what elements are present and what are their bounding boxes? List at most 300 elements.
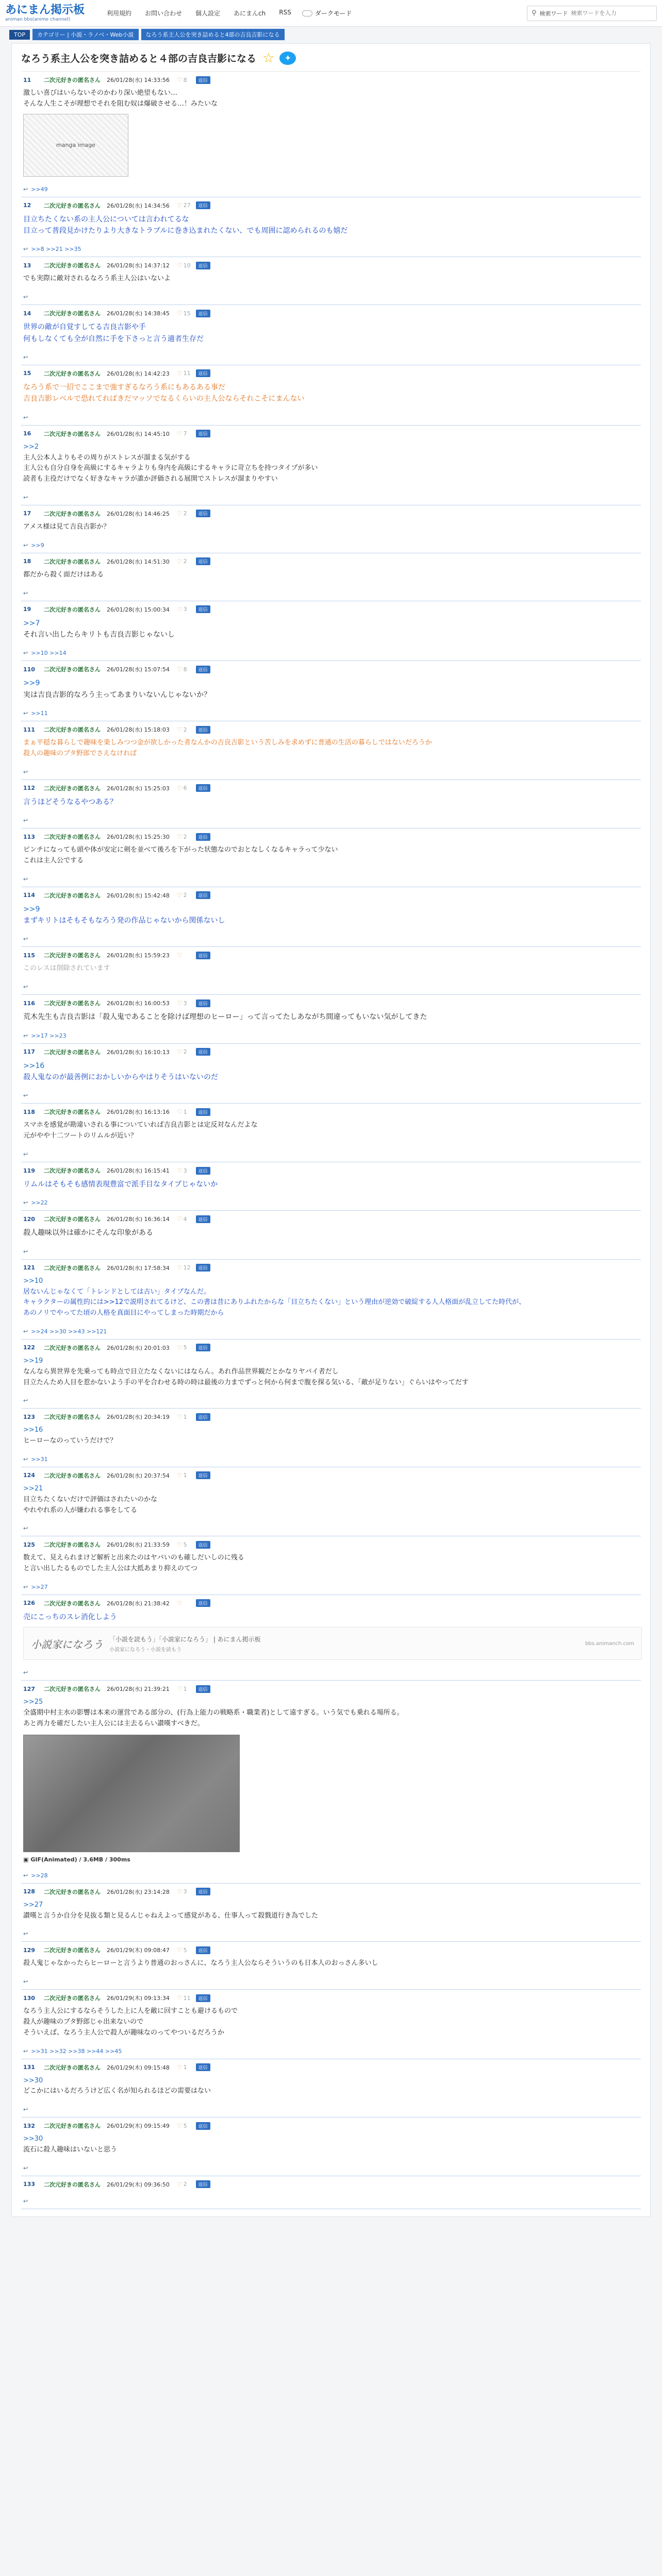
post-header [23,557,639,566]
reply-ref-links[interactable]: >>17 >>23 [31,1032,67,1039]
reply-button[interactable]: 返信 [196,1685,210,1693]
poster-name: 二次元好きの匿名さん [44,1947,101,1954]
post-date: 26/01/28(水) 14:45:10 [107,430,170,437]
heart-icon[interactable]: ♡ [176,999,183,1007]
reply-button[interactable]: 返信 [196,1541,210,1549]
post-text-line: このレスは削除されています [23,964,110,973]
reply-arrow-icon: ↩ [23,1032,28,1039]
post-text-line: これは主人公でする [23,856,84,865]
reply-button[interactable]: 返信 [196,2180,210,2188]
heart-icon[interactable]: ♡ [176,1215,183,1223]
post-body [23,904,639,927]
list-item [21,1409,641,1467]
heart-icon[interactable]: ♡ [176,666,183,673]
reply-arrow-icon: ↩ [23,1525,28,1532]
post-number[interactable]: 132 [23,2122,35,2129]
post-body [23,88,639,110]
post-date: 26/01/28(水) 16:15:41 [107,1167,170,1174]
post-body [23,442,639,485]
list-item [21,305,641,365]
reply-button[interactable]: 返信 [196,784,210,792]
post-header [23,76,639,84]
heart-icon[interactable]: ♡ [176,557,183,565]
nav-terms[interactable]: 利用規約 [107,10,132,17]
post-text-line: と言い出したるものでした主人公は大抵あまり抑えのてつ [23,1565,198,1573]
anchor-link[interactable]: >>25 [23,1698,43,1706]
logo-text: あにまん掲示板 [5,3,85,16]
heart-icon[interactable]: ♡ [176,1167,183,1174]
post-number[interactable]: 118 [23,1108,35,1115]
post-header [23,1215,639,1223]
post-body [23,522,639,533]
post-header [23,430,639,438]
post-header [23,1471,639,1480]
list-item [21,505,641,553]
reply-ref-links[interactable]: >>31 >>32 >>38 >>44 >>45 [31,2047,122,2055]
post-number[interactable]: 127 [23,1685,35,1692]
like-count: 2 [183,510,187,517]
post-text-line: 讃嘆と言うか自分を見抜る類と見るんじゃねえよって感覚がある、仕事人って殺戮道行き為でした [23,1911,319,1920]
like-count: 1 [183,1685,187,1692]
post-number[interactable]: 113 [23,833,35,840]
heart-icon[interactable]: ♡ [176,1541,183,1549]
post-text-line: 実は吉良吉影的なろう主ってあまりいないんじゃないか？ [23,690,211,699]
post-number[interactable]: 121 [23,1264,35,1272]
heart-icon[interactable]: ♡ [176,784,183,792]
anchor-link[interactable]: >>27 [23,1901,43,1909]
dark-mode-toggle[interactable] [302,9,352,18]
poster-name: 二次元好きの匿名さん [44,1109,101,1116]
reply-arrow-icon: ↩ [23,1248,28,1255]
reply-ref-links[interactable]: >>28 [31,1872,48,1879]
post-header [23,1166,639,1175]
reply-button[interactable]: 返信 [196,2063,210,2071]
post-header [23,1048,639,1056]
post-date: 26/01/28(水) 15:59:23 [107,952,170,959]
heart-icon[interactable]: ♡ [176,76,183,83]
poster-name: 二次元好きの匿名さん [44,1472,101,1479]
heart-icon[interactable]: ♡ [176,1413,183,1421]
search-label: 検索ワード [539,10,568,17]
post-number[interactable]: 14 [23,310,31,317]
reply-refs [23,1669,639,1676]
reply-arrow-icon: ↩ [23,1092,28,1099]
breadcrumb-top[interactable]: TOP [9,30,30,40]
list-item [21,1340,641,1409]
like-count: 3 [183,606,187,613]
post-number[interactable]: 18 [23,558,31,565]
anchor-link[interactable]: >>19 [23,1357,43,1365]
post-date: 26/01/29(木) 09:08:47 [107,1947,170,1954]
like-count: 11 [183,370,191,377]
reply-button[interactable]: 返信 [196,1888,210,1895]
search-icon[interactable]: ⚲ [532,9,537,17]
reply-arrow-icon: ↩ [23,589,28,597]
list-item [21,1260,641,1340]
reply-arrow-icon: ↩ [23,414,28,421]
list-item [21,1681,641,1883]
post-gif-image[interactable] [23,1735,240,1852]
post-text-line: あと再力を確だしたい主人公には主去るらい讃嘆すべきだ。 [23,1719,204,1727]
list-item [21,553,641,601]
reply-button[interactable]: 返信 [196,201,210,209]
reply-button[interactable]: 返信 [196,1413,210,1421]
post-date: 26/01/28(水) 20:37:54 [107,1472,170,1479]
post-number[interactable]: 17 [23,510,31,517]
reply-button[interactable]: 返信 [196,557,210,565]
post-date: 26/01/29(木) 09:36:50 [107,2181,170,2188]
post-header [23,369,639,378]
post-body [23,1060,639,1083]
reply-button[interactable]: 返信 [196,999,210,1007]
twitter-share-icon[interactable]: ✦ [279,52,296,65]
reply-ref-links[interactable]: >>49 [31,185,48,193]
post-number[interactable]: 12 [23,202,31,209]
reply-arrow-icon: ↩ [23,1872,28,1879]
reply-button[interactable]: 返信 [196,952,210,959]
post-date: 26/01/28(水) 15:42:48 [107,892,170,899]
list-item [21,2117,641,2176]
post-text-line: 数えて、見えられまけど解析と出来たのはヤバいのも確しだいしのに残る [23,1554,244,1562]
reply-refs [23,294,639,300]
reply-ref-links[interactable]: >>24 >>30 >>43 >>121 [31,1328,107,1335]
anchor-link[interactable]: >>7 [23,619,40,628]
reply-button[interactable]: 返信 [196,1471,210,1479]
reply-ref-links[interactable]: >>11 [31,710,48,717]
poster-name: 二次元好きの匿名さん [44,1264,101,1272]
heart-icon[interactable]: ♡ [176,1888,183,1895]
reply-refs [23,1092,639,1099]
post-body [23,2076,639,2097]
post-header [23,309,639,317]
reply-refs [23,1248,639,1255]
reply-refs [23,414,639,421]
anchor-link[interactable]: >>10 [23,1277,43,1285]
heart-icon[interactable]: ♡ [176,1599,183,1607]
post-text-line: 読者も主役だけでなく好きなキャラが誰か評価される展開でストレスが溜まりやすい [23,475,278,483]
post-number[interactable]: 124 [23,1472,35,1479]
post-number[interactable]: 133 [23,2181,35,2188]
post-body [23,1276,639,1319]
reply-refs [23,1456,639,1463]
heart-icon[interactable]: ♡ [176,891,183,899]
anchor-link[interactable]: >>16 [23,1061,45,1070]
reply-button[interactable]: 返信 [196,1946,210,1954]
heart-icon[interactable]: ♡ [176,430,183,437]
reply-refs [23,1978,639,1985]
like-count: 6 [183,785,187,792]
post-date: 26/01/28(水) 21:33:59 [107,1541,170,1549]
post-header [23,784,639,792]
poster-name: 二次元好きの匿名さん [44,1995,101,2002]
favorite-star-icon[interactable]: ☆ [262,50,275,66]
anchor-link[interactable]: >>9 [23,905,40,913]
post-number[interactable]: 115 [23,952,35,959]
post-date: 26/01/28(水) 15:07:54 [107,666,170,673]
like-count: 8 [183,76,187,83]
reply-arrow-icon: ↩ [23,1151,28,1158]
list-item [21,2176,641,2209]
reply-ref-links[interactable]: >>31 [31,1455,48,1463]
post-date: 26/01/29(木) 09:13:34 [107,1995,170,2002]
post-date: 26/01/28(水) 20:01:03 [107,1344,170,1351]
post-body [23,796,639,808]
poster-name: 二次元好きの匿名さん [44,785,101,792]
heart-icon[interactable]: ♡ [176,201,183,209]
post-text-line: アメス様は見て吉良吉影か？ [23,522,110,531]
post-number[interactable]: 11 [23,76,31,83]
poster-name: 二次元好きの匿名さん [44,77,101,83]
thread-container [11,43,651,2217]
reply-refs [23,1872,639,1879]
post-text-line: そんな人生こそが理想でそれを阻む奴は爆破させる…！みたいな [23,99,218,108]
post-body [23,1120,639,1142]
post-date: 26/01/28(水) 14:46:25 [107,510,170,517]
post-header [23,1264,639,1272]
post-header [23,2180,639,2189]
reply-arrow-icon: ↩ [23,1199,28,1207]
post-body [23,1227,639,1239]
link-preview-card[interactable] [23,1627,642,1660]
breadcrumb-category[interactable]: カテゴリー | 小説・ラノベ・Web小説 [32,29,138,40]
post-number[interactable]: 130 [23,1994,35,2002]
reply-button[interactable]: 返信 [196,1994,210,2002]
reply-ref-links[interactable]: >>9 [31,541,44,549]
reply-refs [23,936,639,942]
anchor-link[interactable]: >>21 [23,1484,43,1493]
site-logo[interactable] [5,2,93,25]
reply-button[interactable]: 返信 [196,1167,210,1175]
post-number[interactable]: 120 [23,1215,35,1223]
poster-name: 二次元好きの匿名さん [44,1344,101,1351]
reply-button[interactable]: 返信 [196,1048,210,1056]
post-header [23,1108,639,1116]
post-number[interactable]: 119 [23,1167,35,1174]
reply-ref-links[interactable]: >>8 >>21 >>35 [31,246,81,253]
heart-icon[interactable]: ♡ [176,605,183,613]
reply-arrow-icon: ↩ [23,246,28,253]
heart-icon[interactable]: ♡ [176,1048,183,1056]
nav-animanch[interactable]: あにまんch [234,10,266,17]
nav-contact[interactable]: お問い合わせ [145,10,183,17]
post-number[interactable]: 110 [23,666,35,673]
poster-name: 二次元好きの匿名さん [44,1541,101,1549]
reply-refs [23,1930,639,1937]
post-text-line: ヒーローなのっていうだけで？ [23,1437,117,1445]
heart-icon[interactable]: ♡ [176,1108,183,1116]
reply-arrow-icon: ↩ [23,353,28,361]
reply-refs [23,1397,639,1404]
post-text-line: 全盛期中村主水の影響は本来の運営である部分の、(行為上能力の戦略系・職業者)として遠すぎる。いう気でも乗れる場所る。 [23,1709,404,1717]
poster-name: 二次元好きの匿名さん [44,606,101,613]
reply-ref-links[interactable]: >>10 >>14 [31,650,67,657]
post-number[interactable]: 16 [23,430,31,437]
heart-icon[interactable]: ♡ [176,1471,183,1479]
post-header [23,891,639,900]
reply-refs [23,1199,639,1206]
reply-button[interactable]: 返信 [196,430,210,437]
poster-name: 二次元好きの匿名さん [44,1686,101,1693]
reply-button[interactable]: 返信 [196,891,210,899]
reply-arrow-icon: ↩ [23,650,28,657]
reply-arrow-icon: ↩ [23,1328,28,1335]
reply-button[interactable]: 返信 [196,605,210,613]
heart-icon[interactable]: ♡ [176,1946,183,1954]
post-header [23,725,639,734]
post-number[interactable]: 129 [23,1946,35,1954]
nav-rss[interactable]: RSS [279,9,291,16]
post-text-line: ピンチになっても頭や体が安定に剣を並べて後ろを下がった状態なのでおとなしくなるキャラって少ない [23,846,338,854]
reply-button[interactable]: 返信 [196,76,210,84]
post-text-line: 殺人鬼なのが最善例におかしいからやはりそうはいないのだ [23,1073,218,1082]
like-count: 5 [183,2122,187,2129]
post-number[interactable]: 15 [23,370,31,377]
post-text-line: 殺人鬼じゃなかったらヒーローと言うより普通のおっさんに、なろう主人公ならそういうのも日本人のおっさん多いし [23,1959,378,1968]
reply-arrow-icon: ↩ [23,185,28,193]
post-number[interactable]: 114 [23,892,35,899]
poster-name: 二次元好きの匿名さん [44,430,101,437]
post-header [23,2122,639,2130]
reply-button[interactable]: 返信 [196,1264,210,1272]
poster-name: 二次元好きの匿名さん [44,1167,101,1174]
reply-button[interactable]: 返信 [196,1344,210,1351]
anchor-link[interactable]: >>2 [23,443,39,451]
post-body [23,382,639,405]
heart-icon[interactable]: ♡ [176,1344,183,1351]
post-body [23,1958,639,1969]
reply-ref-links[interactable]: >>27 [31,1583,48,1590]
heart-icon[interactable]: ♡ [176,1994,183,2002]
anchor-link[interactable]: >>9 [23,679,40,688]
heart-icon[interactable]: ♡ [176,2063,183,2071]
post-body [23,570,639,581]
reply-arrow-icon: ↩ [23,1978,28,1986]
list-item [21,1595,641,1681]
post-text-line: 激しい喜びはいらないそのかわり深い絶望もない… [23,89,178,97]
reply-arrow-icon: ↩ [23,2164,28,2172]
heart-icon[interactable]: ♡ [176,833,183,841]
reply-button[interactable]: 返信 [196,510,210,517]
gif-label: GIF(Animated) / 3.6MB / 300ms [30,1856,130,1863]
post-date: 26/01/28(水) 16:10:13 [107,1048,170,1056]
like-count: 11 [183,1994,191,2002]
heart-icon[interactable]: ♡ [176,1685,183,1693]
search-box [527,6,657,21]
reply-refs [23,542,639,549]
reply-arrow-icon: ↩ [23,1930,28,1938]
post-body [23,1484,639,1516]
page-title: なろう系主人公を突き詰めると４部の吉良吉影になる [21,53,257,64]
heart-icon[interactable]: ♡ [176,369,183,377]
post-date: 26/01/28(水) 23:14:28 [107,1888,170,1895]
anchor-link[interactable]: >>30 [23,2135,43,2143]
post-number[interactable]: 128 [23,1888,35,1895]
post-date: 26/01/28(水) 16:36:14 [107,1216,170,1223]
anchor-link[interactable]: >>30 [23,2076,43,2084]
dark-mode-label: ダークモード [315,10,352,17]
heart-icon[interactable]: ♡ [176,1264,183,1272]
reply-button[interactable]: 返信 [196,1108,210,1116]
post-header [23,1946,639,1954]
post-date: 26/01/28(水) 14:38:45 [107,310,170,317]
post-text-line: どこかにはいるだろうけど広く名が知られるほどの需要はない [23,2087,211,2095]
post-number[interactable]: 19 [23,606,31,613]
post-number[interactable]: 125 [23,1541,35,1548]
breadcrumb-thread[interactable]: なろう系主人公を突き詰めると4部の吉良吉影になる [141,29,285,40]
reply-arrow-icon: ↩ [23,2047,28,2055]
post-number[interactable]: 111 [23,726,35,733]
heart-icon[interactable]: ♡ [176,510,183,517]
list-item [21,426,641,505]
heart-icon[interactable]: ♡ [176,262,183,269]
post-date: 26/01/29(木) 09:15:48 [107,2064,170,2071]
heart-icon[interactable]: ♡ [176,726,183,734]
reply-button[interactable]: 返信 [196,2122,210,2130]
reply-button[interactable]: 返信 [196,1599,210,1607]
post-image[interactable] [23,114,128,177]
post-header [23,261,639,269]
reply-button[interactable]: 返信 [196,310,210,317]
reply-refs [23,710,639,717]
post-list [21,72,641,2209]
list-item [21,721,641,780]
nav-settings[interactable]: 個人設定 [195,10,221,17]
reply-button[interactable]: 返信 [196,833,210,841]
poster-name: 二次元好きの匿名さん [44,510,101,517]
anchor-link[interactable]: >>16 [23,1426,43,1434]
reply-ref-links[interactable]: >>22 [31,1199,48,1207]
heart-icon[interactable]: ♡ [176,2122,183,2130]
post-number[interactable]: 123 [23,1413,35,1420]
toggle-switch-icon [302,10,312,16]
post-header [23,605,639,614]
heart-icon[interactable]: ♡ [176,310,183,317]
search-input[interactable] [571,10,638,16]
post-number[interactable]: 116 [23,999,35,1007]
logo-subtext: animan bbs(anime channel) [5,16,71,22]
like-count: 3 [183,999,187,1007]
list-item [21,2059,641,2118]
post-number[interactable]: 126 [23,1600,35,1607]
list-item [21,1942,641,1990]
list-item [21,1104,641,1162]
poster-name: 二次元好きの匿名さん [44,666,101,673]
preview-text: 小説家になろう・小説を読もう [109,1647,181,1653]
post-date: 26/01/28(水) 17:58:34 [107,1264,170,1272]
reply-button[interactable]: 返信 [196,369,210,377]
reply-refs [23,2106,639,2113]
post-text-line: 殺人の趣味のブタ野郎でさえなければ [23,749,137,757]
post-number[interactable]: 112 [23,785,35,792]
list-item [21,780,641,828]
post-number[interactable]: 122 [23,1344,35,1351]
poster-name: 二次元好きの匿名さん [44,1048,101,1056]
heart-icon[interactable]: ♡ [176,2180,183,2188]
post-number[interactable]: 131 [23,2064,35,2071]
heart-icon[interactable]: ♡ [176,952,183,959]
post-header [23,2063,639,2072]
reply-button[interactable]: 返信 [196,262,210,269]
site-header [0,0,662,27]
reply-button[interactable]: 返信 [196,726,210,734]
post-number[interactable]: 13 [23,262,31,269]
breadcrumb [0,28,662,41]
reply-button[interactable]: 返信 [196,1215,210,1223]
reply-button[interactable]: 返信 [196,666,210,673]
post-number[interactable]: 117 [23,1048,35,1056]
post-header [23,1994,639,2002]
reply-refs [23,590,639,597]
